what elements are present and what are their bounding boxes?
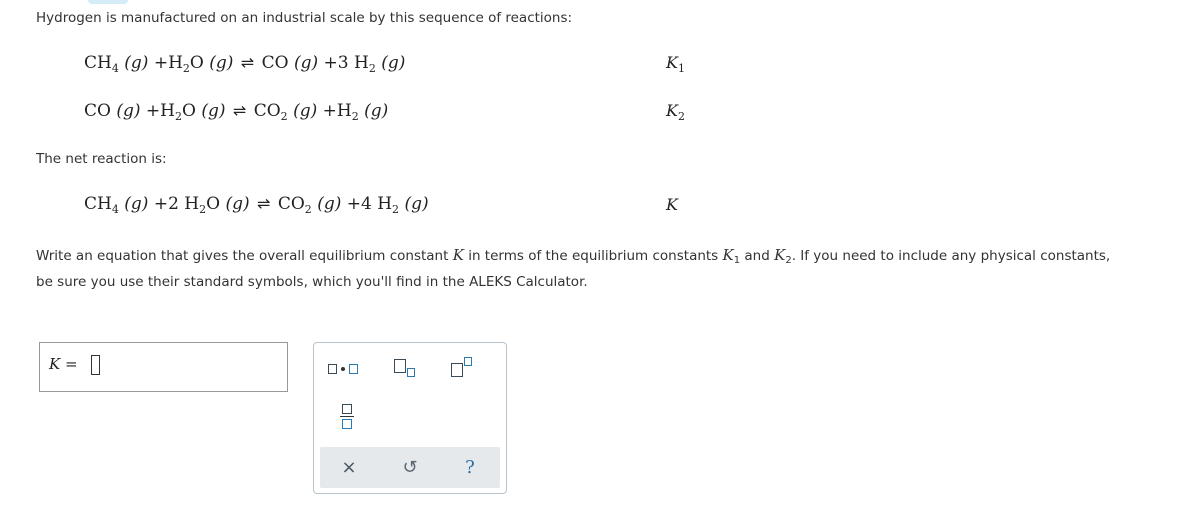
k-constant: K xyxy=(666,195,678,214)
undo-icon[interactable]: ↺ xyxy=(402,457,418,478)
equilibrium-arrow: ⇌ xyxy=(232,101,247,120)
answer-input-slot[interactable] xyxy=(91,355,100,375)
palette-action-bar xyxy=(320,447,500,488)
equilibrium-arrow: ⇌ xyxy=(240,53,255,72)
k1-constant: $K_1$ xyxy=(666,53,685,75)
question-text: Write an equation that gives the overall equilibrium constant K in terms of the equilibrium constants $K_1$ and $K_2$. If you need to include any physical constants, be sure you use their standard symbols, which you'll find in the ALEKS Calculator. xyxy=(36,246,1111,290)
reaction-1: $CH_4$ $(g) +H_2O$ (g) ⇌ CO (g) +3 $H_2$ (g) xyxy=(84,53,406,75)
net-reaction: $CH_4$ (g) +2 $H_2O$ (g) ⇌ $CO_2$ (g) +4 $H_2$ (g) xyxy=(84,194,429,216)
math-tool-palette xyxy=(313,342,507,494)
multiply-dot-template-button[interactable] xyxy=(328,361,362,377)
k2-constant: $K_2$ xyxy=(666,101,685,123)
answer-label: K = xyxy=(49,355,78,373)
intro-text: Hydrogen is manufactured on an industrial scale by this sequence of reactions: xyxy=(36,10,573,26)
net-reaction-label: The net reaction is: xyxy=(36,151,167,167)
fraction-template-button[interactable] xyxy=(340,403,354,431)
help-button[interactable]: ? xyxy=(465,457,475,478)
reaction-2: CO $(g) +H_2O$ (g) ⇌ $CO_2$ $(g) +H_2$ (g) xyxy=(84,101,389,123)
clear-button[interactable]: × xyxy=(341,457,357,478)
superscript-template-button[interactable] xyxy=(451,355,477,381)
subscript-template-button[interactable] xyxy=(394,357,418,381)
answer-input-box[interactable] xyxy=(39,342,288,392)
equilibrium-arrow: ⇌ xyxy=(257,194,271,213)
top-tab-indicator xyxy=(88,0,128,4)
